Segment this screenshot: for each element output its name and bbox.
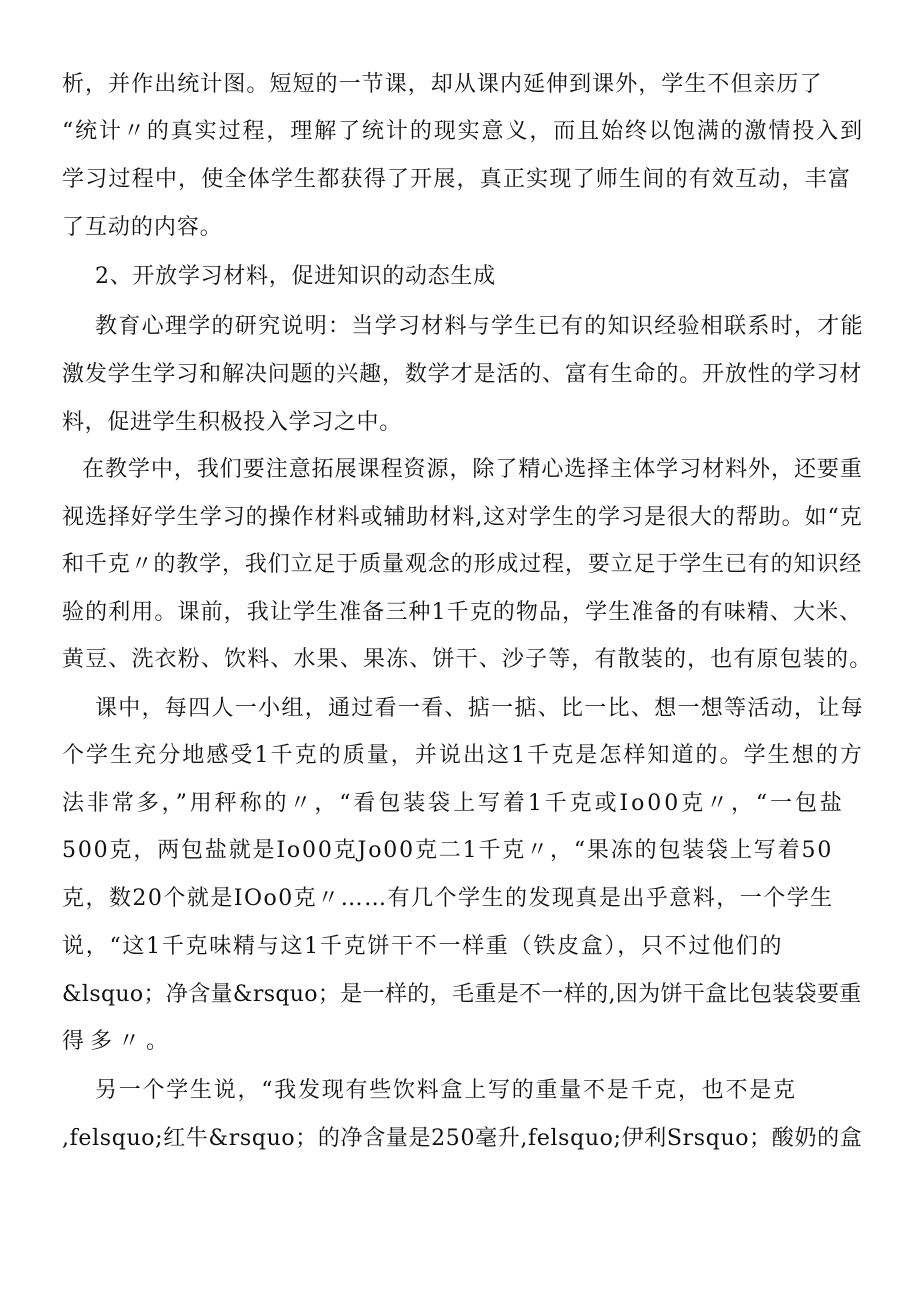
- text-line: 黄豆、洗衣粉、饮料、水果、果冻、饼干、沙子等，有散装的，也有原包装的。: [62, 647, 873, 672]
- text-line: 教育心理学的研究说明：当学习材料与学生已有的知识经验相联系时，才能: [95, 314, 864, 339]
- text-line: 得多〃。: [62, 1029, 175, 1054]
- text-line: “统计〃的真实过程，理解了统计的现实意义，而且始终以饱满的激情投入到: [62, 119, 865, 144]
- text-line: 和千克〃的教学，我们立足于质量观念的形成过程，要立足于学生已有的知识经: [62, 552, 863, 577]
- text-line: 料，促进学生积极投入学习之中。: [62, 410, 402, 435]
- text-line: 法非常多，”用秤称的〃，“看包装袋上写着1千克或Io00克〃，“一包盐: [62, 791, 845, 816]
- text-line: ,felsquo;红牛&rsquo；的净含量是250毫升,felsquo;伊利Srsquo；酸奶的盒: [62, 1126, 863, 1151]
- text-line: 说，“这1千克味精与这1千克饼干不一样重（铁皮盒），只不过他们的: [62, 934, 784, 959]
- text-line: 激发学生学习和解决问题的兴趣，数学才是活的、富有生命的。开放性的学习材: [62, 362, 863, 387]
- text-line: 克，数20个就是IOo0克〃……有几个学生的发现真是出乎意料，一个学生: [62, 886, 834, 911]
- text-line: 验的利用。课前，我让学生准备三种1千克的物品，学生准备的有味精、大米、: [62, 600, 863, 625]
- text-line: 另一个学生说，“我发现有些饮料盒上写的重量不是千克，也不是克: [95, 1078, 797, 1103]
- text-line: 学习过程中，使全体学生都获得了开展，真正实现了师生间的有效互动，丰富: [62, 167, 852, 192]
- text-line: 在教学中，我们要注意拓展课程资源，除了精心选择主体学习材料外，还要重: [82, 457, 863, 482]
- section-heading: 2、开放学习材料，促进知识的动态生成: [95, 264, 496, 289]
- text-line: &lsquo；净含量&rsquo；是一样的，毛重是不一样的,因为饼干盒比包装袋要重: [62, 982, 862, 1007]
- text-line: 课中，每四人一小组，通过看一看、掂一掂、比一比、想一想等活动，让每: [95, 696, 864, 721]
- text-line: 析，并作出统计图。短短的一节课，却从课内延伸到课外，学生不但亲历了: [62, 72, 823, 97]
- text-line: 视选择好学生学习的操作材料或辅助材料,这对学生的学习是很大的帮助。如“克: [62, 505, 863, 530]
- text-line: 了互动的内容。: [62, 215, 223, 240]
- text-line: 500克，两包盐就是Io00克Jo00克二1千克〃，“果冻的包装袋上写着50: [62, 838, 834, 863]
- text-line: 个学生充分地感受1千克的质量，并说出这1千克是怎样知道的。学生想的方: [62, 743, 864, 768]
